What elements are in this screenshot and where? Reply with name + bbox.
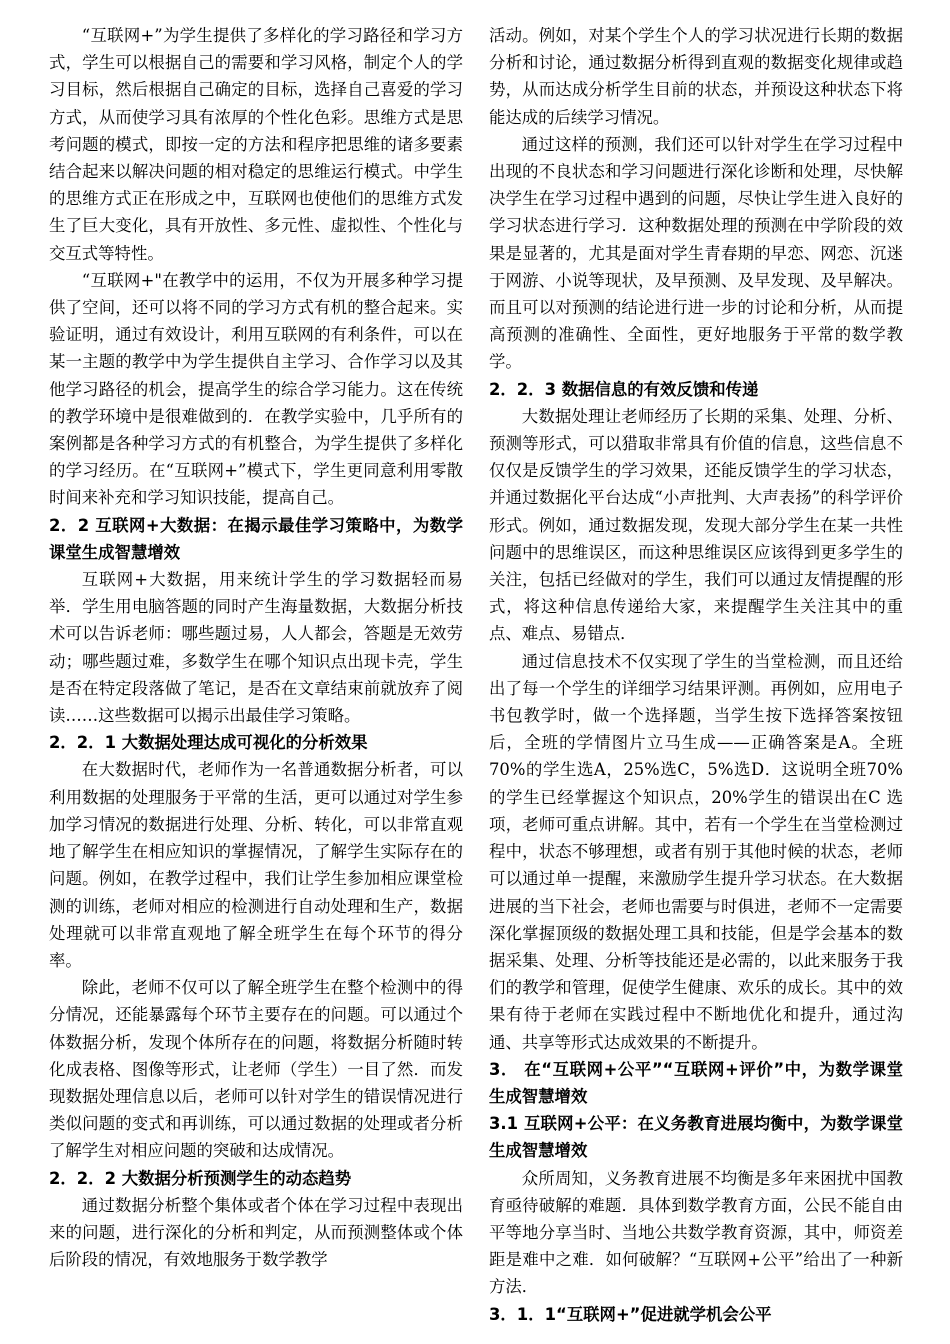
section-heading: 2．2．3 数据信息的有效反馈和传递	[489, 379, 759, 399]
left-column	[49, 22, 463, 1273]
paragraph-continued: 活动。例如，对某个学生个人的学习状况进行长期的数据分析和讨论，通过数据分析得到直观的数据变化规律或趋势，从而达成分析学生目前的状态，并预设这种状态下将能达成的后续学习情况。	[489, 26, 903, 127]
section-heading: 3． 在“互联网+公平”“互联网+评价”中，为数学课堂生成智慧增效	[489, 1059, 903, 1106]
section-heading: 2．2．2 大数据分析预测学生的动态趋势	[49, 1168, 352, 1188]
paragraph: “互联网+”为学生提供了多样化的学习路径和学习方式，学生可以根据自己的需要和学习风格，制定个人的学习目标，然后根据自己确定的目标，选择自己喜爱的学习方式，从而使学习具有浓厚的个性化色彩。思维方式是思考问题的模式，即按一定的方法和程序把思维的诸多要素结合起来以解决问题的相对稳定的思维运行模式。中学生的思维方式正在形成之中，互联网也使他们的思维方式发生了巨大变化，具有开放性、多元性、虚拟性、个性化与交互式等特性。	[49, 26, 463, 263]
section-heading: 2．2 互联网+大数据：在揭示最佳学习策略中，为数学课堂生成智慧增效	[49, 515, 463, 562]
section-heading: 3.1 互联网+公平：在义务教育进展均衡中，为数学课堂生成智慧增效	[489, 1114, 903, 1161]
section-heading: 2．2．1 大数据处理达成可视化的分析效果	[49, 733, 368, 753]
section-heading: 3．1．1“互联网+”促进就学机会公平	[489, 1304, 772, 1324]
paragraph: 众所周知，义务教育进展不均衡是多年来困扰中国教育亟待破解的难题．具体到数学教育方面，公民不能自由平等地分享当时、当地公共数学教育资源，其中，师资差距是难中之难．如何破解？“互联网+公平”给出了一种新方法．	[489, 1168, 903, 1297]
paragraph: 互联网+大数据，用来统计学生的学习数据轻而易举．学生用电脑答题的同时产生海量数据，大数据分析技术可以告诉老师：哪些题过易，人人都会，答题是无效劳动；哪些题过难，多数学生在哪个知识点出现卡壳，学生是否在特定段落做了笔记，是否在文章结束前就放弃了阅读……这些数据可以揭示出最佳学习策略。	[49, 570, 463, 726]
paragraph: “互联网+"在教学中的运用，不仅为开展多种学习提供了空间，还可以将不同的学习方式有机的整合起来。实验证明，通过有效设计，利用互联网的有利条件，可以在某一主题的教学中为学生提供自主学习、合作学习以及其他学习路径的机会，提高学生的综合学习能力。这在传统的教学环境中是很难做到的．在教学实验中，几乎所有的案例都是各种学习方式的有机整合，为学生提供了多样化的学习经历。在“互联网+”模式下，学生更同意利用零散时间来补充和学习知识技能，提高自己。	[49, 270, 463, 508]
right-column	[489, 22, 903, 1328]
paragraph: 大数据处理让老师经历了长期的采集、处理、分析、预测等形式，可以猎取非常具有价值的信息，这些信息不仅仅是反馈学生的学习效果，还能反馈学生的学习状态，并通过数据化平台达成“小声批判、大声表扬”的科学评价形式。例如，通过数据发现，发现大部分学生在某一共性问题中的思维误区，而这种思维误区应该得到更多学生的关注，包括已经做对的学生，我们可以通过友情提醒的形式，将这种信息传递给大家，来提醒学生关注其中的重点、难点、易错点．	[489, 406, 903, 644]
paragraph: 通过数据分析整个集体或者个体在学习过程中表现出来的问题，进行深化的分析和判定，从而预测整体或个体后阶段的情况，有效地服务于数学教学	[49, 1195, 463, 1270]
paragraph: 在大数据时代，老师作为一名普通数据分析者，可以利用数据的处理服务于平常的生活，更可以通过对学生参加学习情况的数据进行处理、分析、转化，可以非常直观地了解学生在相应知识的掌握情况，了解学生实际存在的问题。例如，在教学过程中，我们让学生参加相应课堂检测的训练，老师对相应的检测进行自动处理和生产，数据处理就可以非常直观地了解全班学生在每个环节的得分率。	[49, 760, 463, 970]
paragraph: 通过信息技术不仅实现了学生的当堂检测，而且还给出了每一个学生的详细学习结果评测。再例如，应用电子书包教学时，做一个选择题，当学生按下选择答案按钮后，全班的学情图片立马生成——正确答案是A。全班70%的学生选A，25%选C，5%选D．这说明全班70%的学生已经掌握这个知识点，20%学生的错误出在C 选项，老师可重点讲解。其中，若有一个学生在当堂检测过程中，状态不够理想，或者有别于其他时候的状态，老师可以通过单一提醒，来激励学生提升学习状态。在大数据进展的当下社会，老师也需要与时俱进，老师不一定需要深化掌握顶级的数据处理工具和技能，但是学会基本的数据采集、处理、分析等技能还是必需的，以此来服务于我们的教学和管理，促使学生健康、欢乐的成长。其中的效果有待于老师在实践过程中不断地优化和提升，通过沟通、共享等形式达成效果的不断提升。	[489, 651, 903, 1052]
paragraph: 通过这样的预测，我们还可以针对学生在学习过程中出现的不良状态和学习问题进行深化诊断和处理，尽快解决学生在学习过程中遇到的问题，尽快让学生进入良好的学习状态进行学习．这种数据处理的预测在中学阶段的效果是显著的，尤其是面对学生青春期的早恋、网恋、沉迷于网游、小说等现状，及早预测、及早发现、及早解决。而且可以对预测的结论进行进一步的讨论和分析，从而提高预测的准确性、全面性，更好地服务于平常的数学教学。	[489, 134, 903, 372]
paragraph: 除此，老师不仅可以了解全班学生在整个检测中的得分情况，还能暴露每个环节主要存在的问题。可以通过个体数据分析，发现个体所存在的问题，将数据分析随时转化成表格、图像等形式，让老师（学生）一目了然．而发现数据处理信息以后，老师可以针对学生的错误情况进行类似问题的变式和再训练，可以通过数据的处理或者分析了解学生对相应问题的突破和达成情况。	[49, 978, 463, 1161]
